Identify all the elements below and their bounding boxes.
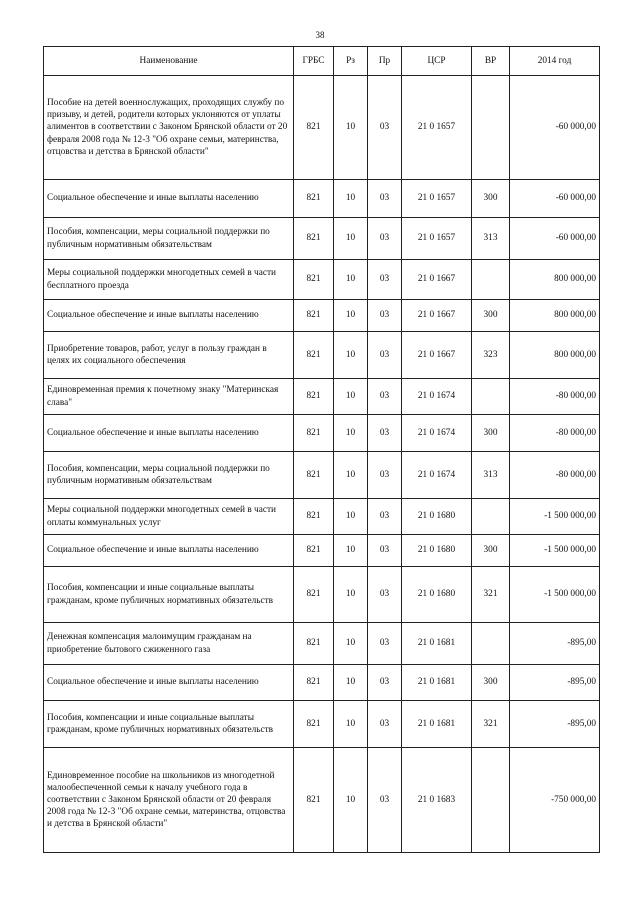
table-row [44,499,600,535]
table-row [44,415,600,452]
cell-grbs: 821 [294,300,334,332]
table-row [44,300,600,332]
cell-vr: 300 [472,180,510,218]
header-vr: ВР [472,47,510,76]
cell-name: Меры социальной поддержки многодетных семей в части бесплатного проезда [44,260,294,300]
cell-csr: 21 0 1681 [402,701,472,748]
cell-vr [472,260,510,300]
table-row [44,623,600,665]
cell-grbs: 821 [294,623,334,665]
cell-csr: 21 0 1657 [402,218,472,260]
cell-pr: 03 [368,665,402,701]
cell-pr: 03 [368,332,402,379]
cell-grbs: 821 [294,76,334,180]
cell-name: Пособия, компенсации, меры социальной поддержки по публичным нормативным обязательствам [44,452,294,499]
cell-vr: 300 [472,415,510,452]
cell-rz: 10 [334,567,368,623]
cell-grbs: 821 [294,567,334,623]
cell-vr: 323 [472,332,510,379]
cell-grbs: 821 [294,701,334,748]
cell-csr: 21 0 1680 [402,567,472,623]
table-row [44,218,600,260]
cell-rz: 10 [334,701,368,748]
cell-vr [472,499,510,535]
header-year: 2014 год [510,47,600,76]
cell-name: Приобретение товаров, работ, услуг в пользу граждан в целях их социального обеспечения [44,332,294,379]
cell-name: Социальное обеспечение и иные выплаты населению [44,665,294,701]
cell-csr: 21 0 1681 [402,665,472,701]
header-name: Наименование [44,47,294,76]
cell-pr: 03 [368,180,402,218]
cell-grbs: 821 [294,665,334,701]
cell-amount: -750 000,00 [510,748,600,853]
table-row [44,535,600,567]
cell-rz: 10 [334,415,368,452]
cell-amount: -1 500 000,00 [510,499,600,535]
cell-amount: -80 000,00 [510,415,600,452]
cell-pr: 03 [368,623,402,665]
cell-amount: -895,00 [510,623,600,665]
cell-amount: 800 000,00 [510,260,600,300]
cell-pr: 03 [368,76,402,180]
table-row [44,76,600,180]
cell-pr: 03 [368,535,402,567]
cell-csr: 21 0 1680 [402,499,472,535]
cell-rz: 10 [334,665,368,701]
cell-vr [472,379,510,415]
cell-pr: 03 [368,567,402,623]
cell-amount: -60 000,00 [510,76,600,180]
cell-grbs: 821 [294,218,334,260]
table-row [44,665,600,701]
cell-amount: 800 000,00 [510,300,600,332]
cell-pr: 03 [368,379,402,415]
cell-pr: 03 [368,218,402,260]
cell-vr: 321 [472,567,510,623]
cell-rz: 10 [334,499,368,535]
cell-name: Социальное обеспечение и иные выплаты населению [44,300,294,332]
cell-grbs: 821 [294,535,334,567]
cell-rz: 10 [334,260,368,300]
cell-rz: 10 [334,300,368,332]
cell-rz: 10 [334,332,368,379]
cell-grbs: 821 [294,379,334,415]
cell-vr [472,76,510,180]
table-row [44,260,600,300]
cell-pr: 03 [368,499,402,535]
budget-table [43,46,600,853]
cell-name: Единовременное пособие на школьников из многодетной малообеспеченной семьи к началу учебного года в соответствии с Законом Брянской области от 20 февраля 2008 года № 12-3 "Об охране семьи, материнства, отцовства и детства в Брянской области" [44,748,294,853]
cell-name: Пособия, компенсации, меры социальной поддержки по публичным нормативным обязательствам [44,218,294,260]
header-pr: Пр [368,47,402,76]
cell-name: Социальное обеспечение и иные выплаты населению [44,180,294,218]
cell-vr: 313 [472,452,510,499]
table-row [44,452,600,499]
cell-csr: 21 0 1667 [402,260,472,300]
cell-rz: 10 [334,748,368,853]
table-row [44,180,600,218]
cell-grbs: 821 [294,499,334,535]
cell-amount: -895,00 [510,665,600,701]
table-row [44,332,600,379]
cell-name: Социальное обеспечение и иные выплаты населению [44,415,294,452]
cell-rz: 10 [334,535,368,567]
cell-csr: 21 0 1680 [402,535,472,567]
cell-csr: 21 0 1657 [402,76,472,180]
cell-vr: 321 [472,701,510,748]
cell-name: Денежная компенсация малоимущим гражданам на приобретение бытового сжиженного газа [44,623,294,665]
cell-amount: -1 500 000,00 [510,567,600,623]
cell-csr: 21 0 1681 [402,623,472,665]
cell-rz: 10 [334,76,368,180]
cell-vr: 300 [472,300,510,332]
cell-grbs: 821 [294,415,334,452]
table-row [44,567,600,623]
cell-amount: -80 000,00 [510,452,600,499]
cell-amount: -60 000,00 [510,180,600,218]
cell-amount: -895,00 [510,701,600,748]
header-csr: ЦСР [402,47,472,76]
cell-vr: 300 [472,535,510,567]
cell-grbs: 821 [294,332,334,379]
cell-pr: 03 [368,260,402,300]
cell-grbs: 821 [294,260,334,300]
cell-grbs: 821 [294,452,334,499]
cell-pr: 03 [368,701,402,748]
cell-vr [472,748,510,853]
cell-amount: 800 000,00 [510,332,600,379]
header-grbs: ГРБС [294,47,334,76]
cell-amount: -1 500 000,00 [510,535,600,567]
cell-name: Пособия, компенсации и иные социальные выплаты гражданам, кроме публичных нормативных обязательств [44,701,294,748]
cell-rz: 10 [334,218,368,260]
table-header-row [44,47,600,76]
cell-name: Единовременная премия к почетному знаку "Материнская слава" [44,379,294,415]
cell-pr: 03 [368,300,402,332]
table-row [44,701,600,748]
cell-csr: 21 0 1674 [402,379,472,415]
cell-rz: 10 [334,180,368,218]
cell-csr: 21 0 1683 [402,748,472,853]
cell-csr: 21 0 1657 [402,180,472,218]
cell-grbs: 821 [294,180,334,218]
cell-vr [472,623,510,665]
cell-csr: 21 0 1674 [402,452,472,499]
cell-name: Пособие на детей военнослужащих, проходящих службу по призыву, и детей, родители которых уклоняются от уплаты алиментов в соответствии с Законом Брянской области от 20 февраля 2008 года № 12-3 "Об охране семьи, материнства, отцовства и детства в Брянской области" [44,76,294,180]
cell-name: Пособия, компенсации и иные социальные выплаты гражданам, кроме публичных нормативных обязательств [44,567,294,623]
cell-rz: 10 [334,623,368,665]
table-row [44,379,600,415]
cell-name: Меры социальной поддержки многодетных семей в части оплаты коммунальных услуг [44,499,294,535]
cell-rz: 10 [334,452,368,499]
cell-pr: 03 [368,748,402,853]
cell-rz: 10 [334,379,368,415]
cell-vr: 300 [472,665,510,701]
cell-amount: -80 000,00 [510,379,600,415]
cell-pr: 03 [368,452,402,499]
cell-csr: 21 0 1667 [402,300,472,332]
cell-csr: 21 0 1674 [402,415,472,452]
cell-amount: -60 000,00 [510,218,600,260]
cell-csr: 21 0 1667 [402,332,472,379]
cell-grbs: 821 [294,748,334,853]
header-rz: Рз [334,47,368,76]
cell-pr: 03 [368,415,402,452]
table-row [44,748,600,853]
page-number: 38 [315,30,325,40]
cell-vr: 313 [472,218,510,260]
cell-name: Социальное обеспечение и иные выплаты населению [44,535,294,567]
